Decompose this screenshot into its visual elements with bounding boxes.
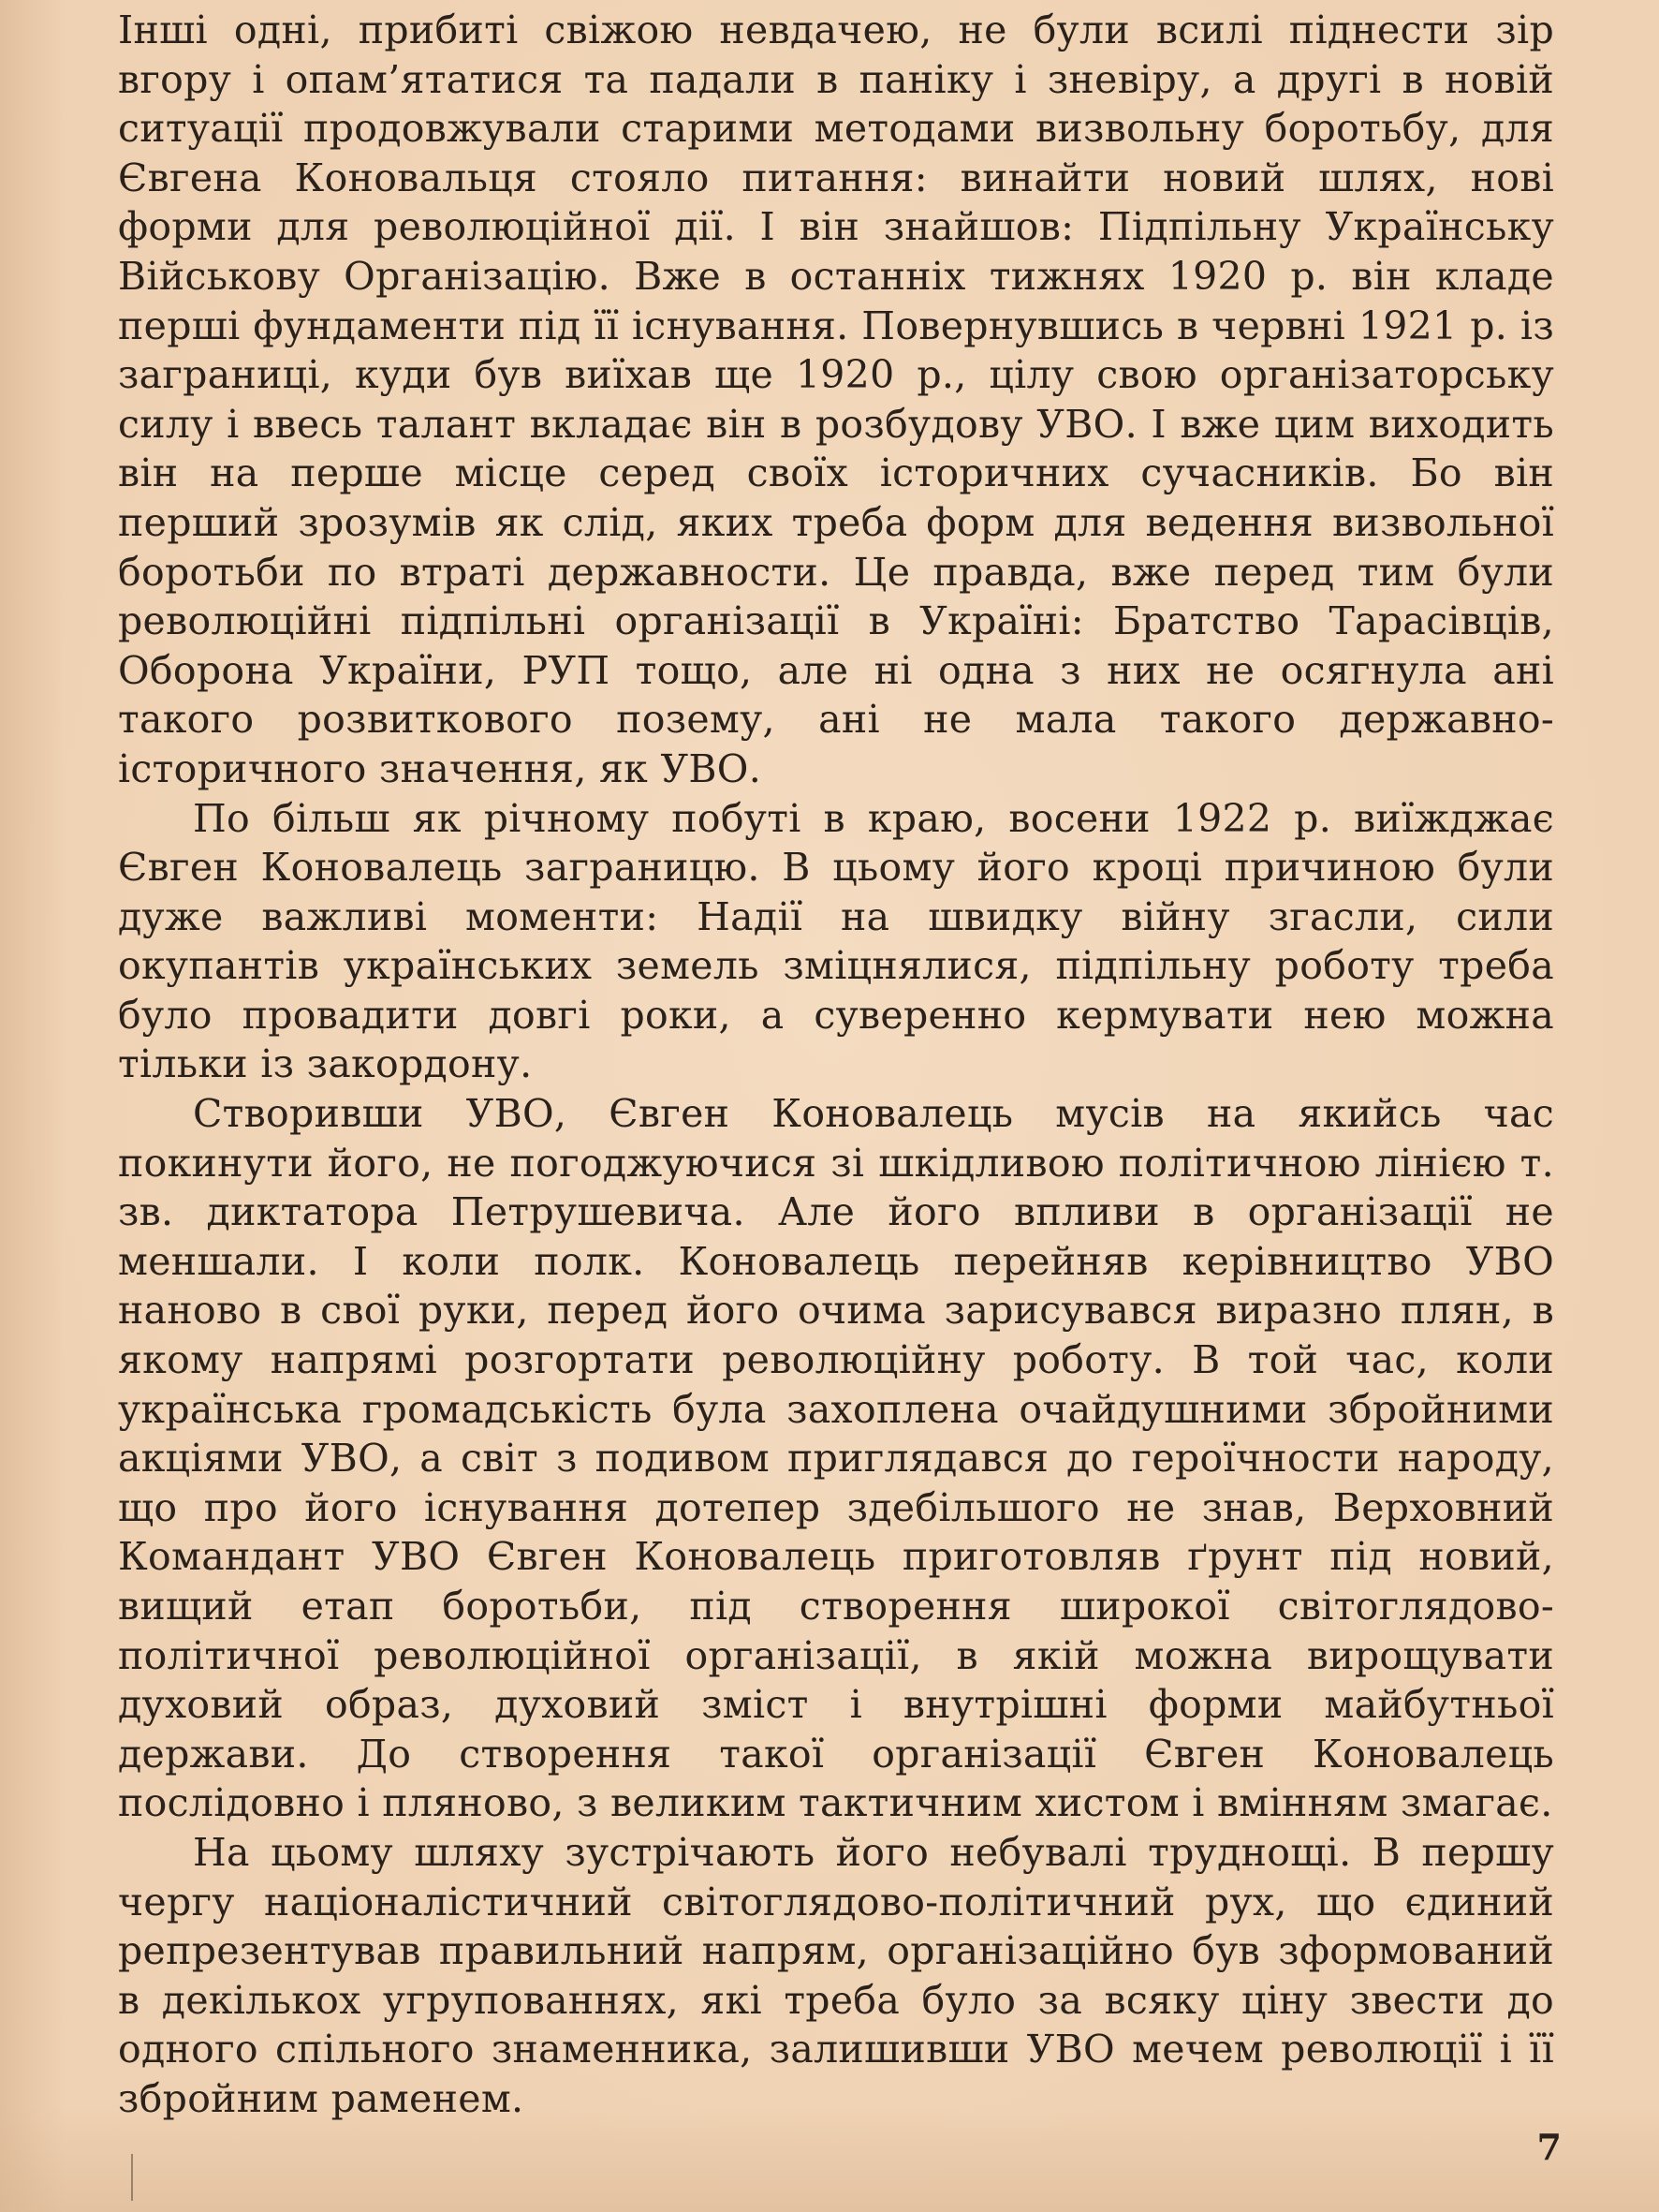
- page-number: 7: [1536, 2126, 1562, 2168]
- paragraph-3: Створивши УВО, Євген Коновалець мусів на якийсь час покинути його, не погоджуючися зі шкідливою політичною лінією т. зв. диктатора Петрушевича. Але його впливи в організації не меншали. І коли полк. Коновалець перейняв керівництво УВО наново в свої руки, перед його очима зарисувався виразно плян, в якому напрямі розгортати революційну роботу. В той час, коли українська громадськість була захоплена очайдушними збройними акціями УВО, а світ з подивом приглядався до героїчности народу, що про його існування дотепер здебільшого не знав, Верховний Командант УВО Євген Коновалець приготовляв ґрунт під новий, вищий етап боротьби, під створення широкої світоглядово-політичної революційної організації, в якій можна вирощувати духовий образ, духовий зміст і внутрішні форми майбутньої держави. До створення такої організації Євген Коновалець послідовно і пляново, з великим тактичним хистом і вмінням змагає.: [118, 1091, 1554, 1826]
- paragraph-2: По більш як річному побуті в краю, восени 1922 р. виїжджає Євген Коновалець заграницю. В цьому його кроці причиною були дуже важливі моменти: Надії на швидку війну згасли, сили окупантів українських земель зміцнялися, підпільну роботу треба було провадити довгі роки, а суверенно кермувати нею можна тільки із закордону.: [118, 795, 1554, 1087]
- paragraph-4: На цьому шляху зустрічають його небувалі труднощі. В першу чергу націоналістичний світоглядово-політичний рух, що єдиний репрезентував правильний напрям, організаційно був зформований в декількох угрупованнях, які треба було за всяку ціну звести до одного спільного знаменника, залишивши УВО мечем революції і її збройним раменем.: [118, 1829, 1554, 2121]
- body-text: [118, 6, 1554, 2124]
- paragraph-1: Інші одні, прибиті свіжою невдачею, не були всилі піднести зір вгору і опам’ятатися та падали в паніку і зневіру, а другі в новій ситуації продовжували старими методами визвольну боротьбу, для Євгена Коновальця стояло питання: винайти новий шлях, нові форми для революційної дії. І він знайшов: Підпільну Українську Військову Організацію. Вже в останніх тижнях 1920 р. він кладе перші фундаменти під її існування. Повернувшись в червні 1921 р. із заграниці, куди був виїхав ще 1920 р., цілу свою організаторську силу і ввесь талант вкладає він в розбудову УВО. І вже цим виходить він на перше місце серед своїх історичних сучасників. Бо він перший зрозумів як слід, яких треба форм для ведення визвольної боротьби по втраті державности. Це правда, вже перед тим були революційні підпільні організації в Україні: Братство Тарасівців, Оборона України, РУП тощо, але ні одна з них не осягнула ані такого розвиткового позему, ані не мала такого державно-історичного значення, як УВО.: [118, 7, 1554, 791]
- paper-edge-mark: [131, 2154, 133, 2201]
